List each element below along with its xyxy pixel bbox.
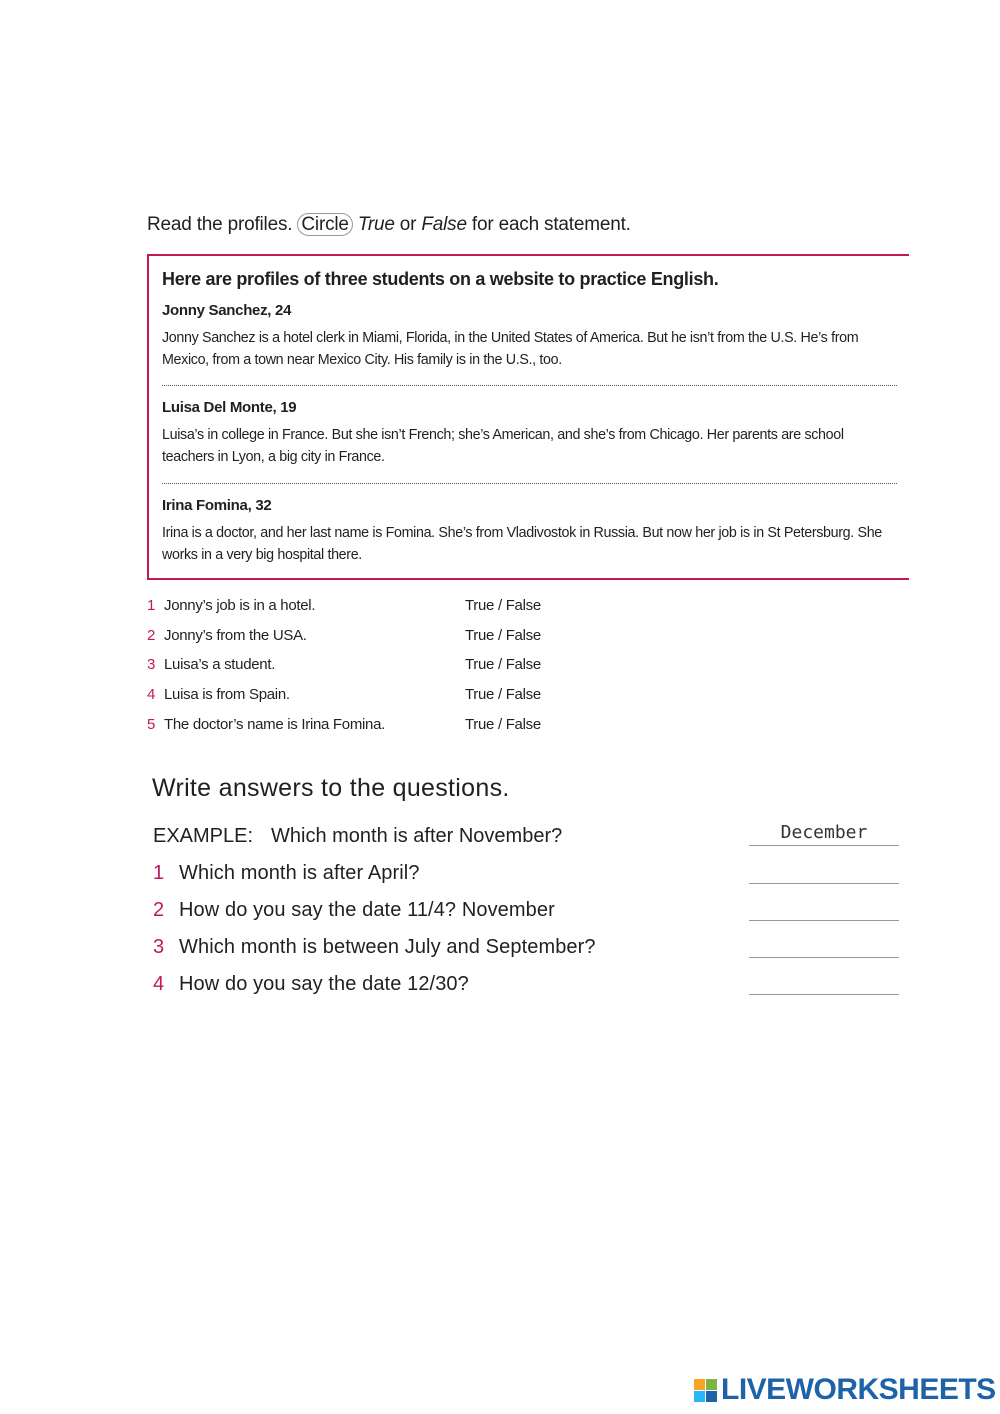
question-number: 3 (153, 936, 165, 958)
statement-text: Jonny’s job is in a hotel. (164, 597, 316, 614)
profile-jonny (162, 302, 897, 371)
statement-row (147, 716, 385, 733)
statement-row (147, 686, 290, 703)
question-number: 4 (153, 973, 165, 995)
question-text: How do you say the date 11/4? November (179, 899, 555, 921)
circle-word: Circle (297, 213, 352, 236)
question-text: How do you say the date 12/30? (179, 973, 469, 995)
profile-luisa (162, 399, 897, 468)
true-false-choice[interactable]: True / False (465, 597, 541, 614)
true-false-choice[interactable]: True / False (465, 686, 541, 703)
question-row (153, 899, 555, 922)
statement-number: 1 (147, 597, 156, 614)
statement-number: 2 (147, 627, 156, 644)
statement-number: 4 (147, 686, 156, 703)
statement-text: Jonny’s from the USA. (164, 627, 307, 644)
example-question: Which month is after November? (271, 825, 563, 847)
answer-field[interactable] (749, 957, 899, 958)
example-label: EXAMPLE: (153, 825, 254, 847)
question-number: 2 (153, 899, 165, 921)
brand-wordmark: LIVEWORKSHEETS (721, 1373, 996, 1406)
question-row (153, 973, 469, 996)
profile-name: Jonny Sanchez, 24 (162, 302, 292, 319)
instruction-true-false (147, 214, 631, 236)
liveworksheets-brand (694, 1373, 996, 1407)
question-row (153, 936, 596, 959)
statement-number: 5 (147, 716, 156, 733)
statement-number: 3 (147, 656, 156, 673)
true-false-choice[interactable]: True / False (465, 656, 541, 673)
false-word: False (421, 214, 467, 235)
question-number: 1 (153, 862, 165, 884)
or-word: or (394, 214, 422, 235)
answer-field[interactable] (749, 883, 899, 884)
profile-divider (162, 483, 897, 484)
profiles-heading: Here are profiles of three students on a website to practice English. (162, 269, 719, 289)
true-false-choice[interactable]: True / False (465, 716, 541, 733)
profile-name: Irina Fomina, 32 (162, 497, 272, 514)
profile-divider (162, 385, 897, 386)
true-false-choice[interactable]: True / False (465, 627, 541, 644)
question-text: Which month is between July and September? (179, 936, 596, 958)
example-answer: December (780, 822, 868, 843)
statement-text: Luisa’s a student. (164, 656, 276, 673)
profile-irina (162, 497, 897, 566)
answer-field[interactable] (749, 994, 899, 995)
instruction-pre: Read the profiles. (147, 214, 298, 235)
question-row (153, 862, 420, 885)
statement-row (147, 627, 307, 644)
answer-field[interactable] (749, 920, 899, 921)
profile-name: Luisa Del Monte, 19 (162, 399, 297, 416)
statement-row (147, 656, 275, 673)
liveworksheets-logo-icon (694, 1379, 717, 1402)
profiles-box (147, 254, 909, 580)
instruction-post: for each statement. (466, 214, 631, 235)
statement-row (147, 597, 315, 614)
statement-text: The doctor’s name is Irina Fomina. (164, 716, 386, 733)
true-word: True (357, 214, 395, 235)
example-answer-line (749, 845, 899, 846)
instruction-write-answers: Write answers to the questions. (152, 774, 510, 802)
question-text: Which month is after April? (179, 862, 420, 884)
profile-text: Luisa’s in college in France. But she isn’t French; she’s American, and she’s from Chicago. Her parents are school teachers in Lyon, a big city in France. (162, 427, 844, 465)
profile-text: Jonny Sanchez is a hotel clerk in Miami, Florida, in the United States of America. But he isn’t from the U.S. He’s from Mexico, from a town near Mexico City. His family is in the U.S., too. (162, 330, 859, 368)
statement-text: Luisa is from Spain. (164, 686, 290, 703)
profile-text: Irina is a doctor, and her last name is Fomina. She’s from Vladivostok in Russia. But now her job is in St Petersburg. She works in a very big hospital there. (162, 525, 882, 563)
